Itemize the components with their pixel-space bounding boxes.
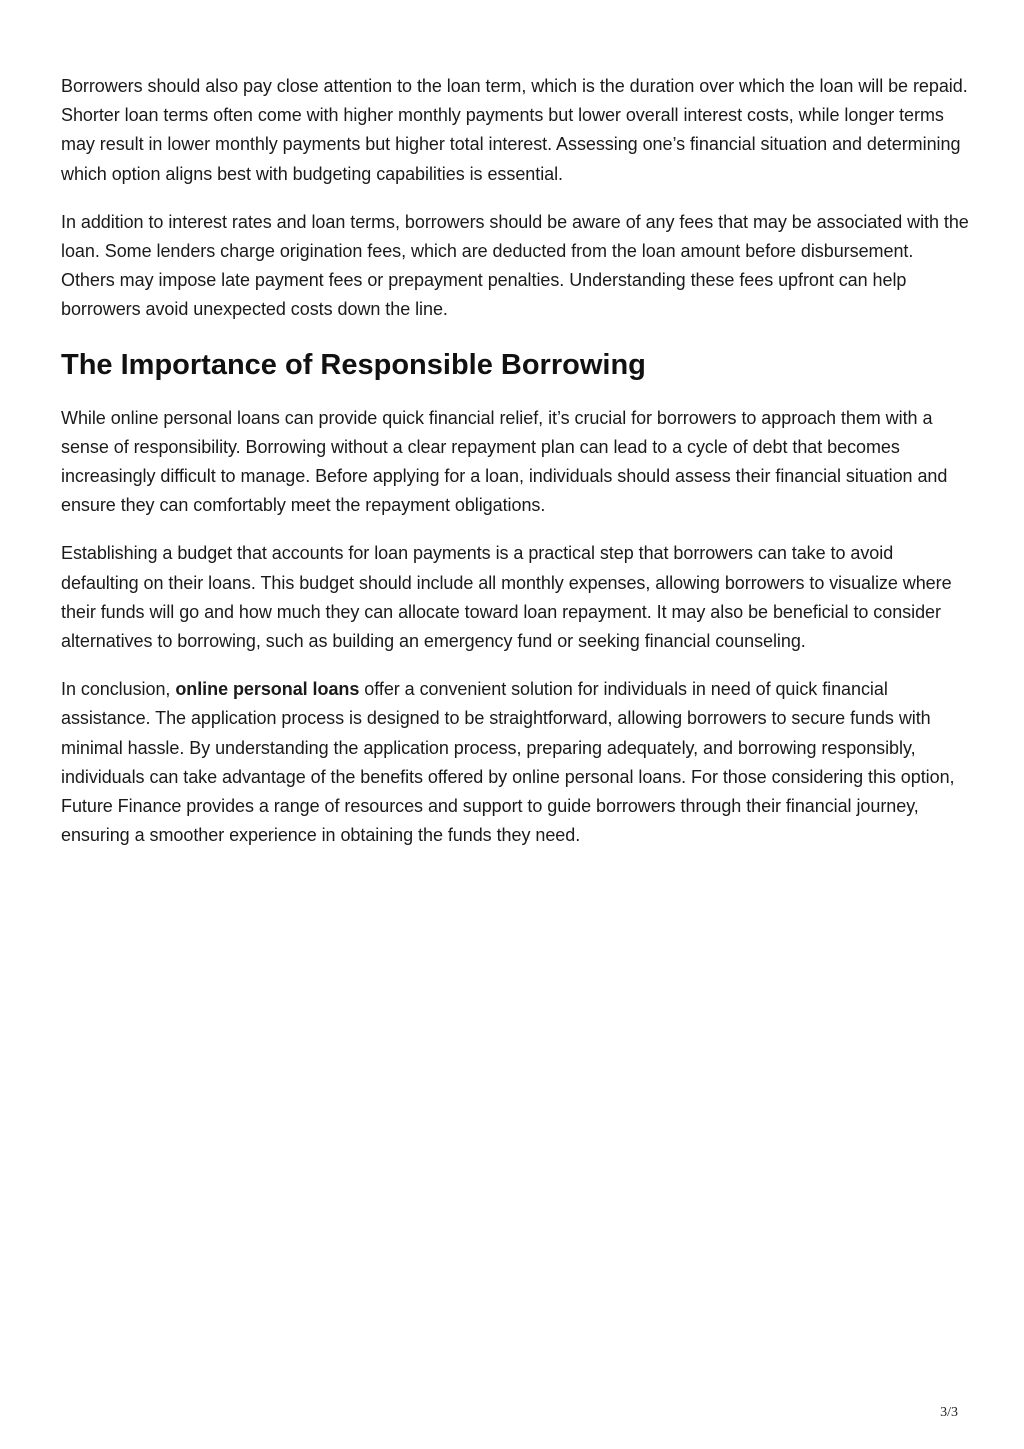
page-number: 3/3 bbox=[940, 1405, 958, 1420]
conclusion-text: offer a convenient solution for individuals in need of quick financial assistance. The application process is designed to be straightforward, allowing borrowers to secure funds with minimal hassle. By understanding the application process, preparing adequately, and borrowing responsibly, individuals can take advantage of the benefits offered by online personal loans. For those considering this option, Future Finance provides a range of resources and support to guide borrowers through their financial journey, ensuring a smoother experience in obtaining the funds they need. bbox=[61, 679, 955, 846]
conclusion-intro: In conclusion, bbox=[61, 679, 176, 700]
paragraph-conclusion bbox=[61, 675, 969, 850]
paragraph-loan-term: Borrowers should also pay close attention to the loan term, which is the duration over which the loan will be repaid. Shorter loan terms often come with higher monthly payments but lower overall interest costs, while longer terms may result in lower monthly payments but higher total interest. Assessing one’s financial situation and determining which option aligns best with budgeting capabilities is essential. bbox=[61, 76, 968, 184]
document-body bbox=[61, 72, 969, 869]
paragraph-responsibility: While online personal loans can provide quick financial relief, it’s crucial for borrowers to approach them with a sense of responsibility. Borrowing without a clear repayment plan can lead to a cycle of debt that becomes increasingly difficult to manage. Before applying for a loan, individuals should assess their financial situation and ensure they can comfortably meet the repayment obligations. bbox=[61, 407, 948, 516]
paragraph-budget: Establishing a budget that accounts for loan payments is a practical step that borrowers can take to avoid defaulting on their loans. This budget should include all monthly expenses, allowing borrowers to visualize where their funds will go and how much they can allocate toward loan repayment. It may also be beneficial to consider alternatives to borrowing, such as building an emergency fund or seeking financial counseling. bbox=[61, 543, 952, 652]
section-heading: The Importance of Responsible Borrowing bbox=[61, 348, 646, 381]
paragraph-loan-fees: In addition to interest rates and loan terms, borrowers should be aware of any fees that may be associated with the loan. Some lenders charge origination fees, which are deducted from the loan amount before disbursement. Others may impose late payment fees or prepayment penalties. Understanding these fees upfront can help borrowers avoid unexpected costs down the line. bbox=[61, 211, 969, 320]
conclusion-keyword: online personal loans bbox=[175, 679, 360, 700]
